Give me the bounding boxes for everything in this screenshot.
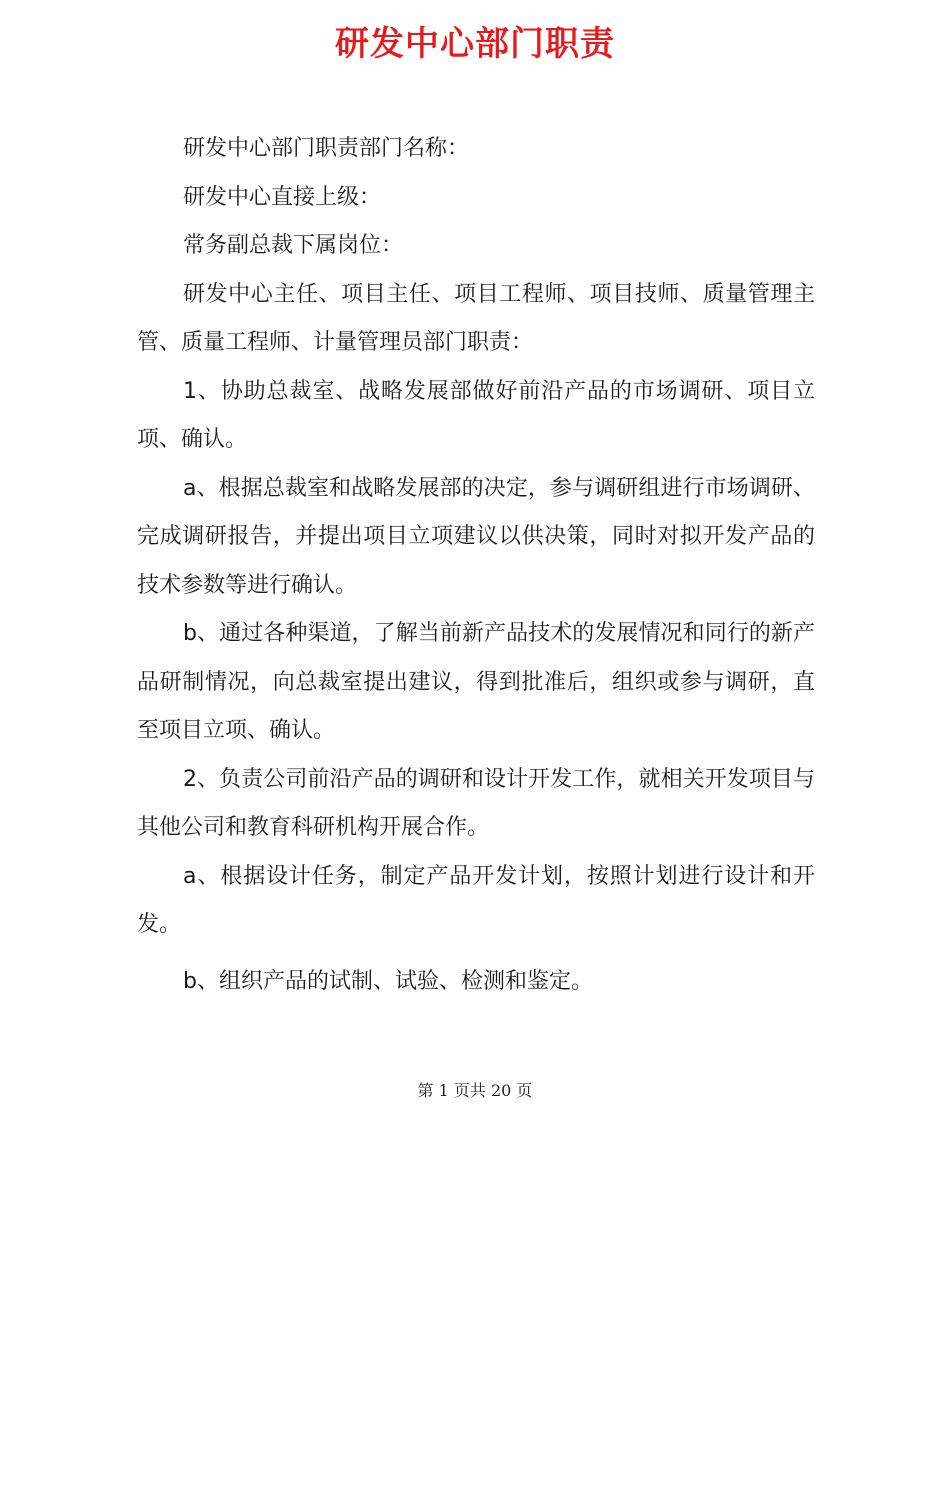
paragraph-direct-superior: 研发中心直接上级：	[183, 184, 382, 210]
paragraph-department-name: 研发中心部门职责部门名称：	[183, 136, 470, 161]
page-number-footer: 第 1 页共 20 页	[417, 1081, 533, 1100]
paragraph-duty-2b: b、组织产品的试制、试验、检测和鉴定。	[183, 968, 593, 994]
paragraph-position-list: 研发中心主任、项目主任、项目工程师、项目技师、质量管理主管、质量工程师、计量管理员部门职责：	[137, 281, 815, 355]
paragraph-duty-1a: a、根据总裁室和战略发展部的决定，参与调研组进行市场调研、完成调研报告，并提出项目立项建议以供决策，同时对拟开发产品的技术参数等进行确认。	[137, 475, 815, 598]
paragraph-duty-1b: b、通过各种渠道，了解当前新产品技术的发展情况和同行的新产品研制情况，向总裁室提出建议，得到批准后，组织或参与调研，直至项目立项、确认。	[137, 621, 815, 743]
paragraph-subordinate-positions: 常务副总裁下属岗位：	[183, 233, 404, 258]
document-body	[137, 125, 815, 1006]
paragraph-duty-2a: a、根据设计任务，制定产品开发计划，按照计划进行设计和开发。	[137, 863, 815, 937]
paragraph-duty-1: 1、协助总裁室、战略发展部做好前沿产品的市场调研、项目立项、确认。	[137, 378, 815, 452]
document-title: 研发中心部门职责	[335, 24, 615, 64]
paragraph-duty-2: 2、负责公司前沿产品的调研和设计开发工作，就相关开发项目与其他公司和教育科研机构开展合作。	[137, 766, 815, 840]
